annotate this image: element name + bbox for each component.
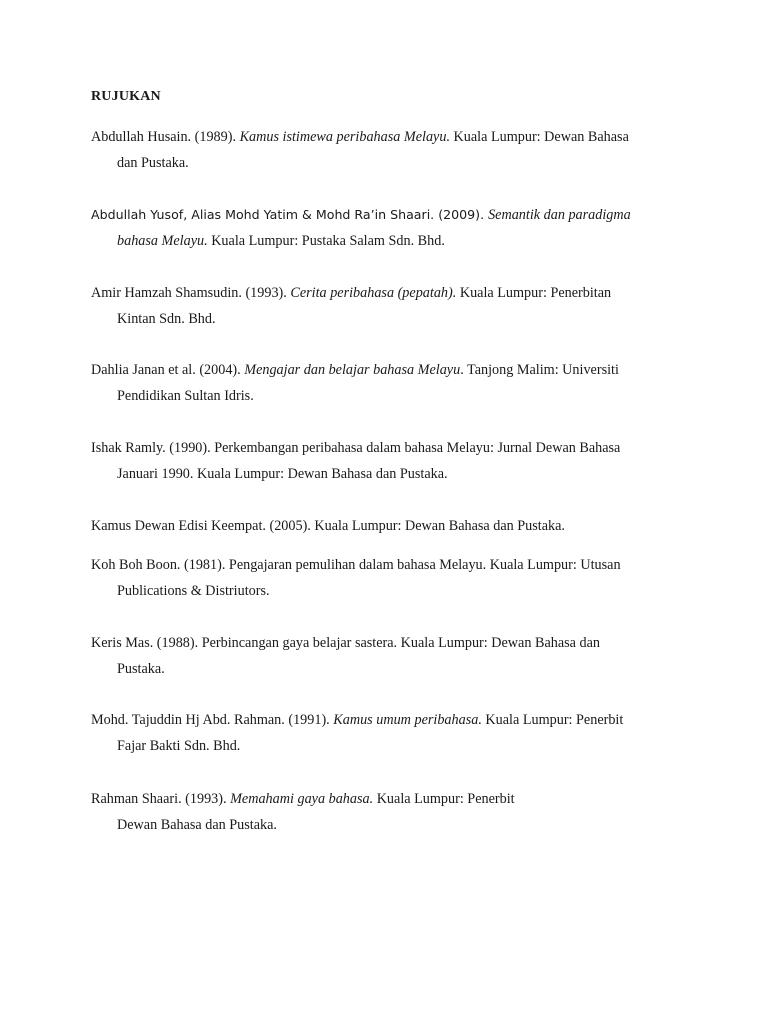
reference-publisher: Kuala Lumpur: Penerbit: [373, 791, 515, 807]
reference-line: Keris Mas. (1988). Perbincangan gaya belajar sastera. Kuala Lumpur: Dewan Bahasa dan: [91, 635, 600, 651]
reference-entry: [91, 124, 681, 176]
reference-title: bahasa Melayu.: [117, 233, 208, 249]
reference-author-year: Dahlia Janan et al. (2004).: [91, 362, 245, 378]
reference-entry: [91, 280, 681, 332]
reference-continuation: Pendidikan Sultan Idris.: [117, 388, 254, 404]
page-heading: RUJUKAN: [91, 89, 161, 104]
reference-line: [91, 707, 681, 733]
reference-author-year: Abdullah Yusof, Alias Mohd Yatim & Mohd Ra’in Shaari. (2009).: [91, 207, 489, 222]
reference-line: [91, 202, 681, 228]
reference-entry: [91, 513, 681, 539]
reference-continuation: Fajar Bakti Sdn. Bhd.: [117, 738, 241, 754]
reference-continuation: Kintan Sdn. Bhd.: [117, 311, 216, 327]
reference-publisher: Kuala Lumpur: Pustaka Salam Sdn. Bhd.: [207, 233, 445, 249]
reference-title: Semantik dan paradigma: [488, 207, 631, 223]
reference-line: [91, 280, 681, 306]
reference-line: [91, 357, 681, 383]
reference-publisher: . Tanjong Malim: Universiti: [460, 362, 619, 378]
reference-entry: [91, 707, 681, 759]
reference-continuation: Pustaka.: [117, 661, 165, 677]
reference-continuation: Dewan Bahasa dan Pustaka.: [117, 817, 277, 833]
reference-author-year: Rahman Shaari. (1993).: [91, 791, 231, 807]
reference-line: [91, 124, 681, 150]
reference-entry: [91, 435, 681, 487]
reference-title: Kamus umum peribahasa.: [333, 712, 482, 728]
reference-title: Mengajar dan belajar bahasa Melayu: [244, 362, 461, 378]
reference-author-year: Abdullah Husain. (1989).: [91, 129, 240, 145]
reference-continuation: [91, 228, 681, 254]
reference-title: Kamus istimewa peribahasa Melayu.: [239, 129, 450, 145]
reference-entry: [91, 630, 681, 682]
reference-publisher: Kuala Lumpur: Penerbitan: [456, 285, 612, 301]
reference-entry: [91, 357, 681, 409]
reference-title: Memahami gaya bahasa.: [230, 791, 374, 807]
reference-continuation: dan Pustaka.: [117, 155, 189, 171]
reference-entry: [91, 552, 681, 604]
reference-author-year: Amir Hamzah Shamsudin. (1993).: [91, 285, 291, 301]
reference-line: [91, 786, 681, 812]
reference-author-year: Mohd. Tajuddin Hj Abd. Rahman. (1991).: [91, 712, 334, 728]
reference-line: Kamus Dewan Edisi Keempat. (2005). Kuala Lumpur: Dewan Bahasa dan Pustaka.: [91, 518, 565, 534]
reference-line: Koh Boh Boon. (1981). Pengajaran pemulihan dalam bahasa Melayu. Kuala Lumpur: Utusan: [91, 557, 621, 573]
reference-continuation: Publications & Distriutors.: [117, 583, 270, 599]
reference-title: Cerita peribahasa (pepatah).: [290, 285, 457, 301]
reference-line: Ishak Ramly. (1990). Perkembangan peribahasa dalam bahasa Melayu: Jurnal Dewan Bahasa: [91, 440, 621, 456]
reference-continuation: Januari 1990. Kuala Lumpur: Dewan Bahasa dan Pustaka.: [117, 466, 448, 482]
reference-publisher: Kuala Lumpur: Dewan Bahasa: [450, 129, 629, 145]
reference-entry: [91, 786, 681, 838]
reference-entry: [91, 202, 681, 254]
reference-publisher: Kuala Lumpur: Penerbit: [481, 712, 624, 728]
